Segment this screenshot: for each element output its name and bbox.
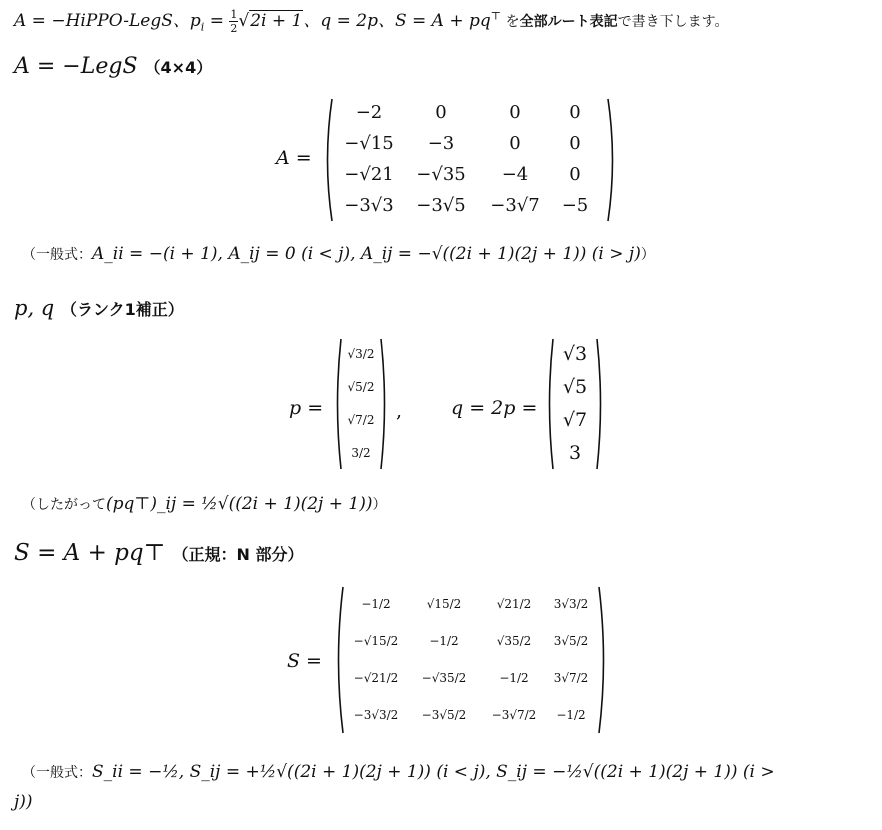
pq-note-suffix: ） xyxy=(372,497,387,513)
section-a-general-suffix: ） xyxy=(640,247,655,263)
section-a-heading-math: A = −LegS xyxy=(14,54,138,79)
matrix-s-label: S = xyxy=(287,650,322,672)
p-vector xyxy=(333,337,389,471)
matrix-a-right-paren xyxy=(606,97,618,223)
section-pq-heading xyxy=(14,296,184,320)
pq-note-prefix: （したがって xyxy=(22,497,106,513)
matrix-s-cell: −3√5/2 xyxy=(421,707,467,722)
section-s-heading xyxy=(14,540,304,566)
intro-text-bold: 全部ルート表記 xyxy=(519,14,618,30)
matrix-a-cell: −√15 xyxy=(344,133,394,154)
p-right-paren xyxy=(379,337,389,471)
matrix-a-grid xyxy=(336,97,600,221)
intro-sub-i: i xyxy=(200,20,205,34)
matrix-s-cell: −1/2 xyxy=(556,707,586,722)
matrix-a-cell: −4 xyxy=(501,164,529,185)
matrix-a-label: A = xyxy=(276,147,312,169)
section-s-general-cont xyxy=(14,792,33,812)
matrix-s-cell: √15/2 xyxy=(426,596,462,611)
matrix-s-cell: −3√3/2 xyxy=(353,707,399,722)
section-s-general-line2: j)) xyxy=(14,792,33,812)
pq-note-formula: (pq⊤)_ij = ½√((2i + 1)(2j + 1)) xyxy=(106,494,373,514)
pq-separator: , xyxy=(396,400,403,422)
matrix-s xyxy=(333,585,611,735)
matrix-a-cell: −3√5 xyxy=(416,195,466,216)
matrix-s-cell: √21/2 xyxy=(496,596,532,611)
section-a-general xyxy=(22,244,655,264)
q-label: q = 2p = xyxy=(451,397,538,419)
pq-note xyxy=(22,494,386,514)
q-entry: √3 xyxy=(562,342,588,365)
matrix-a-cell: 0 xyxy=(509,133,521,154)
matrix-a-cell: −3√3 xyxy=(344,195,394,216)
intro-text-tail: で書き下します。 xyxy=(617,14,729,30)
intro-sqrt: √2i + 1 xyxy=(238,11,303,31)
p-entry: √7/2 xyxy=(347,412,375,427)
section-s-general xyxy=(22,762,775,782)
matrix-s-cell: −√21/2 xyxy=(353,670,399,685)
p-entry: 3/2 xyxy=(351,445,371,460)
intro-half: $\frac{1}{2}$ xyxy=(230,8,238,35)
q-entry: √5 xyxy=(562,375,588,398)
matrix-a-cell: 0 xyxy=(569,133,581,154)
matrix-s-cell: −1/2 xyxy=(499,670,529,685)
q-left-paren xyxy=(545,337,555,471)
matrix-a-cell: 0 xyxy=(435,102,447,123)
q-entry: 3 xyxy=(568,441,582,464)
intro-formula-lead: A = −HiPPO-LegS、p xyxy=(14,11,201,31)
q-entry: √7 xyxy=(562,408,588,431)
matrix-a-cell: −2 xyxy=(355,102,383,123)
matrix-s-cell: −√35/2 xyxy=(421,670,467,685)
matrix-s-cell: 3√7/2 xyxy=(553,670,589,685)
matrix-a-cell: −3√7 xyxy=(490,195,540,216)
matrix-s-cell: −1/2 xyxy=(429,633,459,648)
q-right-paren xyxy=(595,337,605,471)
matrix-s-right-paren xyxy=(597,585,609,735)
matrix-s-cell: −√15/2 xyxy=(353,633,399,648)
matrix-s-cell: −3√7/2 xyxy=(491,707,537,722)
q-grid xyxy=(555,337,595,469)
matrix-s-left-paren xyxy=(333,585,345,735)
matrix-a-cell: 0 xyxy=(569,164,581,185)
p-label: p = xyxy=(289,397,324,419)
section-a-heading-text: （4×4） xyxy=(144,58,213,77)
matrix-a-cell: −√35 xyxy=(416,164,466,185)
p-grid xyxy=(343,337,379,469)
section-s-heading-text: （正規：N 部分） xyxy=(172,545,304,564)
section-s-general-prefix: （一般式： xyxy=(22,765,92,781)
matrix-s-cell: √35/2 xyxy=(496,633,532,648)
intro-formula-q: 、q = 2p、S = A + pq xyxy=(303,11,491,31)
section-a-general-formula: A_ii = −(i + 1), A_ij = 0 (i < j), A_ij = −√((2i + 1)(2j + 1)) (i > j) xyxy=(92,244,641,264)
matrix-a-cell: −5 xyxy=(561,195,589,216)
matrix-a-cell: −√21 xyxy=(344,164,394,185)
p-entry: √3/2 xyxy=(347,346,375,361)
q-vector xyxy=(545,337,605,471)
matrix-a-cell: −3 xyxy=(427,133,455,154)
matrix-s-cell: 3√3/2 xyxy=(553,596,589,611)
intro-text-wo: を xyxy=(501,14,520,30)
matrix-a xyxy=(322,97,622,223)
section-a-general-prefix: （一般式： xyxy=(22,247,92,263)
intro-eq: = xyxy=(204,11,230,31)
section-pq-heading-text: （ランク1補正） xyxy=(60,300,184,319)
section-s-general-line1: S_ii = −½, S_ij = +½√((2i + 1)(2j + 1)) (i < j), S_ij = −½√((2i + 1)(2j + 1)) (i > xyxy=(92,762,775,782)
matrix-a-cell: 0 xyxy=(509,102,521,123)
matrix-s-cell: 3√5/2 xyxy=(553,633,589,648)
matrix-s-cell: −1/2 xyxy=(361,596,391,611)
p-left-paren xyxy=(333,337,343,471)
p-entry: √5/2 xyxy=(347,379,375,394)
section-a-heading xyxy=(14,54,212,79)
matrix-a-cell: 0 xyxy=(569,102,581,123)
section-s-heading-math: S = A + pq⊤ xyxy=(14,540,166,566)
matrix-a-left-paren xyxy=(322,97,334,223)
section-pq-heading-math: p, q xyxy=(14,296,55,320)
intro-top: ⊤ xyxy=(490,9,502,23)
intro-line xyxy=(14,6,728,34)
matrix-s-grid xyxy=(345,585,595,733)
